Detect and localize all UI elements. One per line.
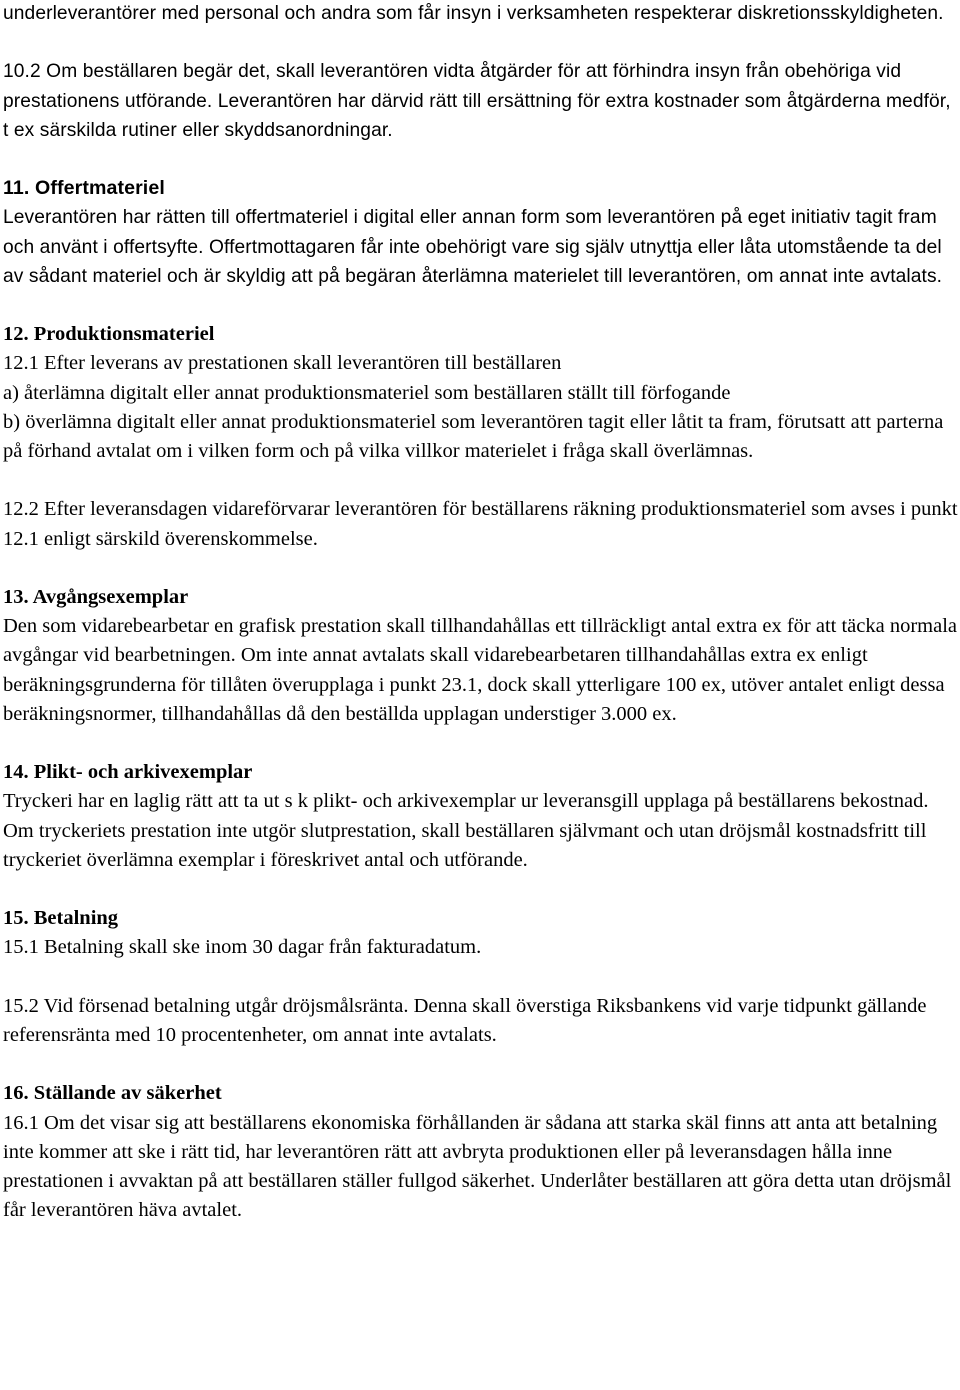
section-12-heading: 12. Produktionsmateriel — [3, 323, 215, 346]
section-11-body — [3, 203, 958, 291]
section-15-heading: 15. Betalning — [3, 907, 119, 930]
section-13-body: Den som vidarebearbetar en grafisk prestation skall tillhandahållas ett tillräckligt antal extra ex för att täcka normala avgångar vid bearbetningen. Om inte annat avtalats skall vidarebearbetaren tillhandahållas extra ex enligt beräkningsgrunderna för tillåten överupplaga i punkt 23.1, dock skall ytterligare 100 ex, utöver antalet enligt dessa beräkningsnormer, tillhandahållas då den beställda upplagan understiger 3.000 ex. — [3, 615, 958, 725]
section-10-2-part-a: 10.2 Om beställaren begär det, skall leverantören vidta åtgärder för att förhindra insyn från obehöriga vid prestationens utförande. — [3, 61, 902, 112]
section-16-1: 16.1 Om det visar sig att beställarens ekonomiska förhållanden är sådana att starka skäl finns att anta att betalning inte kommer att ske i rätt tid, har leverantören rätt att avbryta produktionen eller på leveransdagen hålla inne prestationen i avvaktan på att beställaren ställer fullgod säkerhet. Underlåter beställaren att göra detta utan dröjsmål får leverantören häva avtalet. — [3, 1111, 952, 1222]
section-10-2 — [3, 57, 958, 145]
section-11-part-a: Leverantören har rätten till offertmateriel i digital eller annan form som leverantören på eget initiativ tagit fram och använt i offertsyfte. — [3, 207, 937, 258]
section-16-heading: 16. Ställande av säkerhet — [3, 1082, 222, 1105]
section-12-1-b: b) överlämna digitalt eller annat produktionsmateriel som leverantören tagit eller låtit ta fram, förutsatt att parterna på förhand avtalat om i vilken form och på vilka villkor materielet i fråga skall överlämnas. — [3, 410, 944, 462]
section-11-heading: 11. Offertmateriel — [3, 177, 165, 200]
section-11-part-b: Offertmottagaren får inte obehörigt vare sig själv utnyttja eller låta utomstående ta del av sådant materiel och är skyldig att på begäran återlämna materielet till leverantören, om annat inte avtalats. — [3, 236, 943, 287]
section-14-heading: 14. Plikt- och arkivexemplar — [3, 761, 253, 784]
section-15-2: 15.2 Vid försenad betalning utgår dröjsmålsränta. Denna skall överstiga Riksbankens vid varje tidpunkt gällande referensränta med 10 procentenheter, om annat inte avtalats. — [3, 994, 927, 1046]
document-page — [3, 0, 958, 1225]
section-13-heading: 13. Avgångsexemplar — [3, 585, 189, 608]
section-15-1: 15.1 Betalning skall ske inom 30 dagar från fakturadatum. — [3, 936, 482, 959]
section-14-body: Tryckeri har en laglig rätt att ta ut s k plikt- och arkivexemplar ur leveransgill upplaga på beställarens bekostnad. Om tryckeriets prestation inte utgör slutprestation, skall beställaren självmant och utan dröjsmål kostnadsfritt till tryckeriet överlämna exemplar i föreskrivet antal och utförande. — [3, 790, 929, 871]
section-10-continuation: underleverantörer med personal och andra som får insyn i verksamheten respekterar diskretionsskyldigheten. — [3, 3, 944, 24]
section-12-1-a: a) återlämna digitalt eller annat produktionsmateriel som beställaren ställt till förfogande — [3, 381, 731, 404]
section-12-2: 12.2 Efter leveransdagen vidareförvarar leverantören för beställarens räkning produktionsmateriel som avses i punkt 12.1 enligt särskild överenskommelse. — [3, 498, 958, 550]
section-12-1: 12.1 Efter leverans av prestationen skall leverantören till beställaren — [3, 352, 562, 375]
section-10-2-part-b: Leverantören har därvid rätt till ersättning för extra kostnader som åtgärderna medför, t ex särskilda rutiner eller skyddsanordningar. — [3, 90, 951, 141]
